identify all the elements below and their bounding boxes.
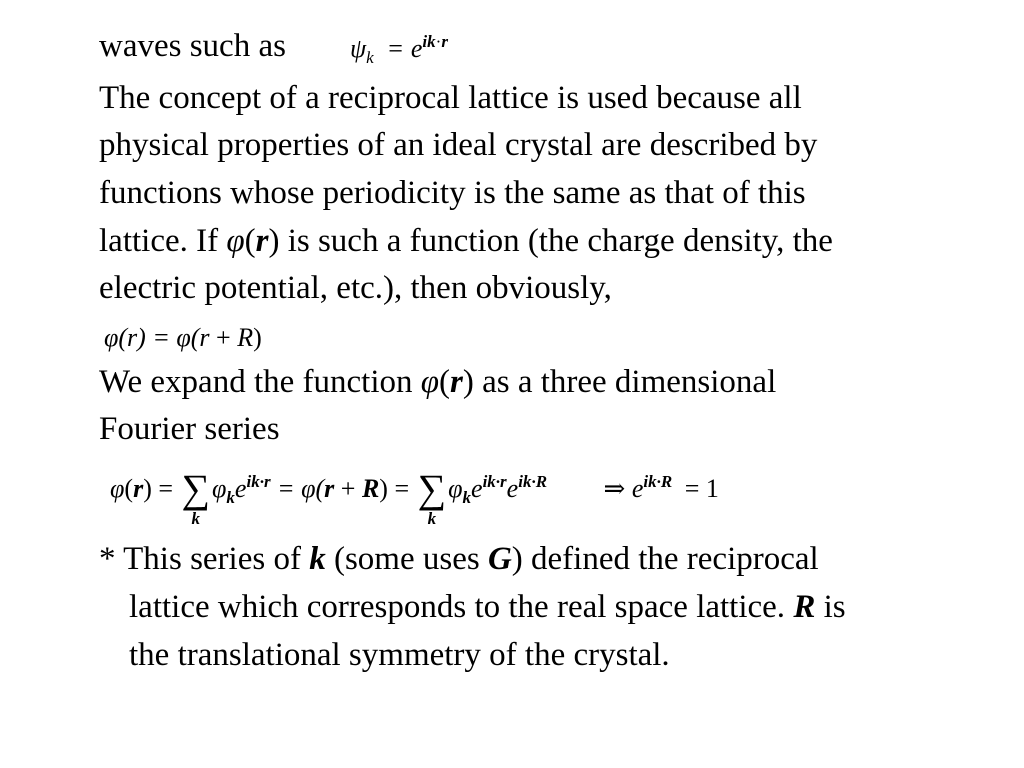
- exponential-e: e: [410, 34, 423, 63]
- eq2-plus: +: [334, 474, 362, 503]
- R-vector: R: [793, 589, 816, 625]
- paragraph3-line1-mid: (some uses: [325, 541, 488, 577]
- eq2-exp1: ik·r: [246, 472, 271, 491]
- paragraph3-line1-text: * This series of: [99, 541, 310, 577]
- sum-index-1: k: [191, 509, 201, 528]
- eq2-e2: e: [471, 474, 483, 503]
- intro-text: waves such as: [99, 28, 286, 64]
- eq2-exp2b: ik·R: [518, 472, 548, 491]
- eq2-close-eq: ) =: [143, 474, 174, 503]
- periodicity-equation: [104, 323, 262, 353]
- implies-arrow: ⇒: [603, 474, 626, 503]
- r-vector-2: r: [450, 364, 463, 400]
- fourier-equation: [110, 466, 719, 528]
- k-vector: k: [309, 541, 326, 577]
- open-paren: (: [244, 223, 256, 259]
- eq2-phi-k2: φ: [448, 474, 463, 503]
- paragraph3-line1: [99, 539, 819, 579]
- exponent-dot: ·: [435, 32, 442, 51]
- sum-glyph-1: ∑: [181, 466, 211, 511]
- open-paren-2: (: [439, 364, 450, 400]
- paragraph3-line3: the translational symmetry of the crystal.: [129, 637, 670, 673]
- psi-symbol: ψ: [350, 34, 367, 63]
- paragraph1-line3: functions whose periodicity is the same as that of this: [99, 175, 806, 211]
- eq2-e4: e: [631, 474, 644, 503]
- phi-symbol: φ: [226, 223, 245, 259]
- paragraph2-line1-text: We expand the function: [99, 364, 421, 400]
- eq2-exp3: ik·R: [643, 472, 673, 491]
- paragraph1-line4-rest: ) is such a function (the charge density, the: [268, 223, 833, 259]
- eq1-equals-phi: ) = φ(: [137, 323, 200, 352]
- paragraph3-line1-rest: ) defined the reciprocal: [511, 541, 819, 577]
- sum-glyph-2: ∑: [417, 466, 447, 511]
- r-vector: r: [255, 223, 269, 259]
- eq2-equals-phi: = φ(: [270, 474, 325, 503]
- eq1-plus: +: [209, 323, 238, 352]
- eq1-phi-open: φ(: [104, 323, 128, 352]
- eq1-r2: r: [199, 323, 210, 352]
- paragraph1-line2: physical properties of an ideal crystal are described by: [99, 127, 818, 163]
- exponent-ik: ik: [422, 32, 436, 51]
- eq2-phi: φ: [110, 474, 125, 503]
- eq1-r: r: [127, 323, 138, 352]
- paragraph1-line1: The concept of a reciprocal lattice is used because all: [99, 80, 802, 116]
- equals-sign: =: [388, 34, 403, 63]
- eq2-phi-k: φ: [212, 474, 227, 503]
- sum-index-2: k: [427, 509, 437, 528]
- paragraph2-line1: [99, 362, 776, 402]
- eq2-k-sub: k: [226, 488, 235, 507]
- paragraph1-line4: [99, 221, 833, 261]
- psi-subscript: k: [366, 48, 374, 67]
- eq2-equals-one: = 1: [684, 474, 719, 503]
- exponent-r: r: [441, 32, 448, 51]
- paragraph1-line4-text: lattice. If: [99, 223, 227, 259]
- eq1-R: R: [237, 323, 254, 352]
- paragraph3-line2: [129, 587, 846, 627]
- eq2-exp2a: ik·r: [482, 472, 507, 491]
- eq2-close2: ) =: [379, 474, 410, 503]
- eq1-close: ): [253, 323, 262, 352]
- eq2-r: r: [133, 474, 144, 503]
- eq2-open: (: [124, 474, 134, 503]
- eq2-r-b: r: [324, 474, 335, 503]
- paragraph3-line2-text: lattice which corresponds to the real space lattice.: [129, 589, 794, 625]
- intro-line: [99, 26, 286, 66]
- paragraph2-line2: Fourier series: [99, 411, 280, 447]
- paragraph3-line2-rest: is: [815, 589, 846, 625]
- phi-symbol-2: φ: [420, 364, 439, 400]
- paragraph1-line5: electric potential, etc.), then obviously,: [99, 270, 612, 306]
- eq2-e3: e: [506, 474, 519, 503]
- eq2-R-b: R: [361, 474, 380, 503]
- sum-symbol-2: [417, 466, 447, 528]
- eq2-k-sub2: k: [462, 488, 472, 507]
- G-vector: G: [487, 541, 512, 577]
- eq2-e1: e: [234, 474, 247, 503]
- sum-symbol-1: [181, 466, 211, 528]
- wave-equation: [350, 32, 448, 67]
- paragraph2-line1-rest: ) as a three dimensional: [462, 364, 777, 400]
